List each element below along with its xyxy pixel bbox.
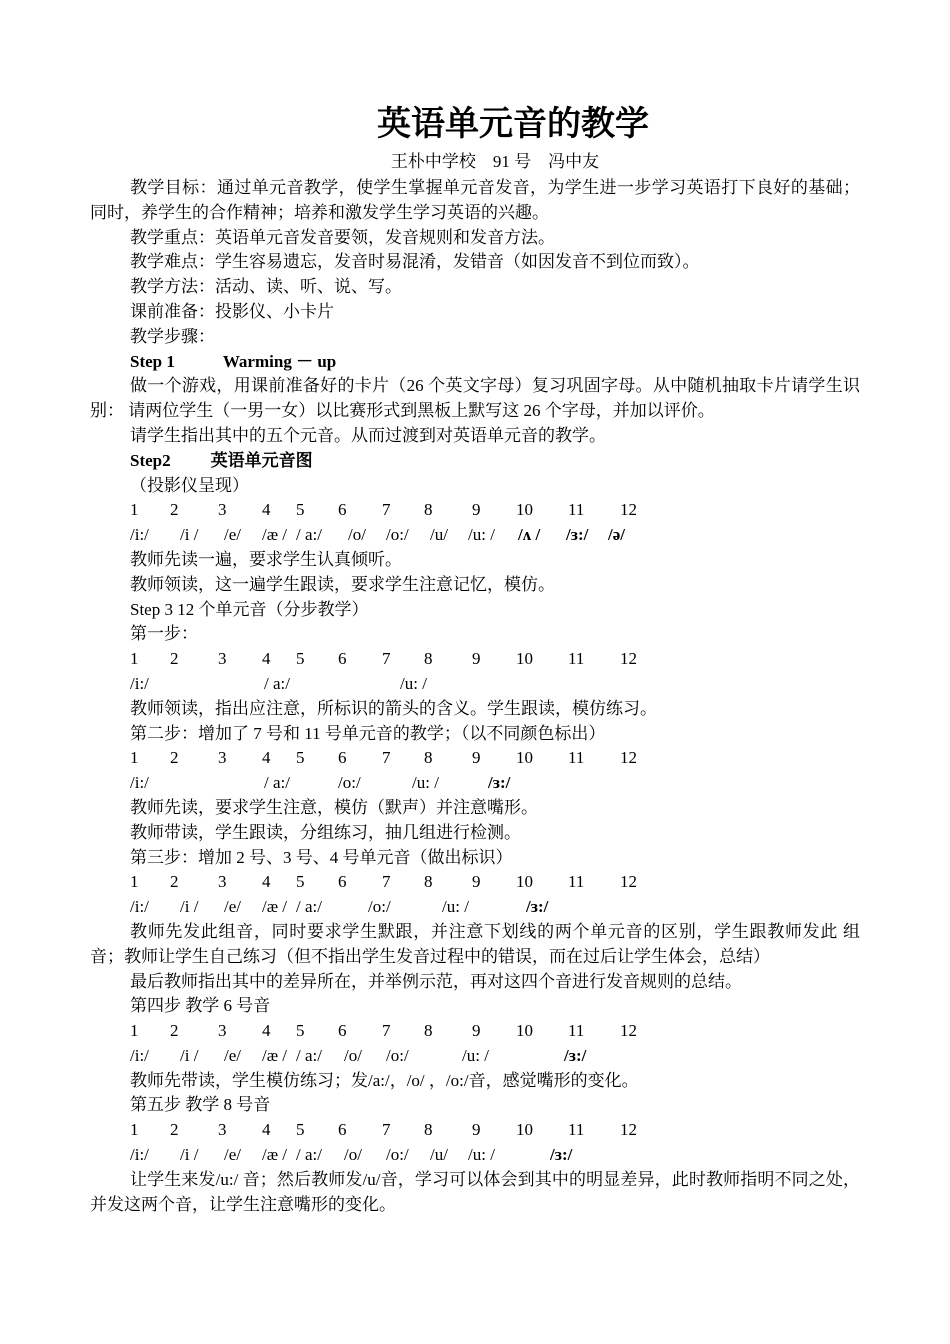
vowel-number: 11 — [568, 1120, 585, 1140]
substep2-text-2: 教师带读，学生跟读，分组练习，抽几组进行检测。 — [130, 822, 521, 842]
vowel-symbol: /u: / — [462, 1045, 489, 1065]
vowel-symbol: /u: / — [442, 897, 469, 917]
vowel-symbol: / a:/ — [296, 1045, 322, 1065]
vowel-number: 12 — [620, 1021, 637, 1041]
vowel-number: 2 — [170, 748, 179, 768]
vowel-symbol: / a:/ — [296, 897, 322, 917]
vowel-number: 5 — [296, 500, 305, 520]
vowel-number: 1 — [130, 500, 139, 520]
vowel-number: 1 — [130, 1120, 139, 1140]
teaching-method: 教学方法：活动、读、听、说、写。 — [130, 277, 402, 297]
vowel-number: 10 — [516, 500, 533, 520]
vowel-number: 8 — [424, 872, 433, 892]
vowel-symbol: /u: / — [400, 673, 427, 693]
vowel-symbol: / a:/ — [264, 773, 290, 793]
document-body — [90, 176, 860, 1217]
vowel-number: 6 — [338, 649, 347, 669]
vowel-number: 7 — [382, 872, 391, 892]
vowel-number: 12 — [620, 1120, 637, 1140]
number-row — [90, 870, 860, 895]
vowel-number: 11 — [568, 872, 585, 892]
substep2-label: 第二步：增加了 7 号和 11 号单元音的教学；（以不同颜色标出） — [130, 723, 606, 743]
vowel-number: 9 — [472, 500, 481, 520]
step3-heading: Step 3 12 个单元音（分步教学） — [130, 599, 369, 619]
vowel-symbol: /ɜ:/ — [526, 897, 549, 917]
vowel-number: 7 — [382, 748, 391, 768]
number-row — [90, 498, 860, 523]
vowel-symbol: /ə/ — [608, 525, 625, 545]
vowel-row-substep3 — [90, 895, 860, 920]
vowel-symbol: /ɜ:/ — [550, 1145, 573, 1165]
vowel-symbol: /u: / — [468, 525, 495, 545]
vowel-number: 1 — [130, 748, 139, 768]
substep3-text-2: 最后教师指出其中的差异所在，并举例示范，再对这四个音进行发音规则的总结。 — [130, 971, 742, 991]
vowel-number: 2 — [170, 500, 179, 520]
substep2-text-1: 教师先读，要求学生注意，模仿（默声）并注意嘴形。 — [130, 797, 538, 817]
vowel-symbol: /o/ — [344, 1145, 362, 1165]
vowel-number: 6 — [338, 748, 347, 768]
vowel-symbol: /i:/ — [130, 1045, 149, 1065]
vowel-number: 11 — [568, 500, 585, 520]
vowel-number: 9 — [472, 748, 481, 768]
step1-heading — [90, 350, 860, 375]
vowel-number: 5 — [296, 1021, 305, 1041]
step1-paragraph-2: 请学生指出其中的五个元音。从而过渡到对英语单元音的教学。 — [130, 425, 606, 445]
vowel-number: 3 — [218, 649, 227, 669]
vowel-symbol: /e/ — [224, 1045, 241, 1065]
key-point: 教学重点：英语单元音发音要领，发音规则和发音方法。 — [130, 227, 555, 247]
vowel-number: 10 — [516, 1021, 533, 1041]
vowel-number: 5 — [296, 748, 305, 768]
vowel-number: 12 — [620, 872, 637, 892]
vowel-number: 7 — [382, 1120, 391, 1140]
vowel-symbol: /e/ — [224, 897, 241, 917]
vowel-symbol: /o:/ — [386, 1045, 409, 1065]
vowel-symbol: /o/ — [348, 525, 366, 545]
vowel-number: 8 — [424, 649, 433, 669]
vowel-symbol: /e/ — [224, 1145, 241, 1165]
vowel-symbol: /i:/ — [130, 773, 149, 793]
vowel-symbol: /æ / — [262, 1145, 288, 1165]
vowel-number: 1 — [130, 649, 139, 669]
vowel-number: 4 — [262, 872, 271, 892]
vowel-symbol: /ɜ:/ — [566, 525, 589, 545]
vowel-number: 12 — [620, 500, 637, 520]
vowel-symbol: /i / — [180, 1145, 199, 1165]
vowel-symbol: /i:/ — [130, 525, 149, 545]
preparation: 课前准备：投影仪、小卡片 — [130, 301, 334, 321]
vowel-number: 5 — [296, 872, 305, 892]
vowel-number: 10 — [516, 1120, 533, 1140]
vowel-row-substep4 — [90, 1044, 860, 1069]
step2-title: 英语单元音图 — [210, 450, 313, 470]
step1-paragraph-1: 做一个游戏，用课前准备好的卡片（26 个英文字母）复习巩固字母。从中随机抽取卡片请学生识别： 请两位学生（一男一女）以比赛形式到黑板上默写这 26 个字母，并加以评价。 — [90, 376, 860, 421]
substep3-text-1: 教师先发此组音，同时要求学生默跟，并注意下划线的两个单元音的区别，学生跟教师发此 组音；教师让学生自己练习（但不指出学生发音过程中的错误，而在过后让学生体会，总结） — [90, 921, 860, 966]
vowel-row-all — [90, 523, 860, 548]
vowel-symbol: /æ / — [262, 897, 288, 917]
vowel-number: 6 — [338, 500, 347, 520]
vowel-number: 2 — [170, 1120, 179, 1140]
vowel-number: 11 — [568, 649, 585, 669]
vowel-symbol: /æ / — [262, 525, 288, 545]
vowel-number: 11 — [568, 1021, 585, 1041]
substep1-text: 教师领读，指出应注意，所标识的箭头的含义。学生跟读，模仿练习。 — [130, 698, 657, 718]
number-row — [90, 647, 860, 672]
vowel-number: 12 — [620, 748, 637, 768]
vowel-number: 11 — [568, 748, 585, 768]
vowel-symbol: /i / — [180, 525, 199, 545]
vowel-number: 2 — [170, 649, 179, 669]
vowel-symbol: /o:/ — [368, 897, 391, 917]
vowel-symbol: /ɜ:/ — [564, 1045, 587, 1065]
vowel-symbol: /u/ — [430, 525, 448, 545]
vowel-number: 8 — [424, 500, 433, 520]
vowel-symbol: / a:/ — [296, 525, 322, 545]
vowel-number: 10 — [516, 748, 533, 768]
vowel-number: 9 — [472, 1021, 481, 1041]
vowel-number: 2 — [170, 1021, 179, 1041]
vowel-number: 5 — [296, 649, 305, 669]
vowel-number: 3 — [218, 1120, 227, 1140]
substep1-label: 第一步： — [130, 624, 198, 644]
vowel-symbol: /u: / — [468, 1145, 495, 1165]
vowel-number: 4 — [262, 748, 271, 768]
vowel-number: 3 — [218, 500, 227, 520]
substep5-text: 让学生来发/u:/ 音；然后教师发/u/音，学习可以体会到其中的明显差异，此时教师指明不同之处，并发这两个音，让学生注意嘴形的变化。 — [90, 1169, 860, 1214]
vowel-number: 9 — [472, 872, 481, 892]
vowel-symbol: /o/ — [344, 1045, 362, 1065]
vowel-number: 10 — [516, 872, 533, 892]
steps-label: 教学步骤： — [130, 326, 215, 346]
step2-read-1: 教师先读一遍，要求学生认真倾听。 — [130, 549, 402, 569]
vowel-symbol: /æ / — [262, 1045, 288, 1065]
vowel-number: 9 — [472, 1120, 481, 1140]
vowel-symbol: /i:/ — [130, 1145, 149, 1165]
substep5-label: 第五步 教学 8 号音 — [130, 1095, 271, 1115]
substep4-label: 第四步 教学 6 号音 — [130, 996, 271, 1016]
vowel-symbol: /i / — [180, 897, 199, 917]
number-row — [90, 1118, 860, 1143]
vowel-number: 2 — [170, 872, 179, 892]
vowel-symbol: /ʌ / — [518, 525, 541, 545]
step2-label: Step2 — [130, 450, 171, 470]
vowel-number: 8 — [424, 748, 433, 768]
vowel-number: 6 — [338, 1120, 347, 1140]
vowel-number: 4 — [262, 1021, 271, 1041]
vowel-number: 3 — [218, 1021, 227, 1041]
step1-title: Warming － up — [222, 351, 337, 371]
vowel-symbol: /i / — [180, 1045, 199, 1065]
vowel-number: 4 — [262, 649, 271, 669]
vowel-number: 9 — [472, 649, 481, 669]
vowel-number: 7 — [382, 500, 391, 520]
vowel-symbol: / a:/ — [264, 673, 290, 693]
vowel-symbol: / a:/ — [296, 1145, 322, 1165]
vowel-symbol: /o:/ — [338, 773, 361, 793]
author-line: 王朴中学校 91 号 冯中友 — [390, 152, 600, 171]
step1-label: Step 1 — [130, 351, 175, 371]
vowel-number: 3 — [218, 872, 227, 892]
number-row — [90, 746, 860, 771]
vowel-number: 4 — [262, 1120, 271, 1140]
vowel-number: 6 — [338, 872, 347, 892]
vowel-symbol: /ɜ:/ — [488, 773, 511, 793]
step2-read-2: 教师领读，这一遍学生跟读，要求学生注意记忆，模仿。 — [130, 574, 555, 594]
vowel-number: 7 — [382, 1021, 391, 1041]
vowel-number: 1 — [130, 872, 139, 892]
vowel-row-substep5 — [90, 1143, 860, 1168]
vowel-symbol: /i:/ — [130, 673, 149, 693]
substep4-text: 教师先带读，学生模仿练习；发/a:/，/o/ ，/o:/音，感觉嘴形的变化。 — [130, 1070, 639, 1090]
vowel-symbol: /e/ — [224, 525, 241, 545]
vowel-symbol: /u: / — [412, 773, 439, 793]
vowel-symbol: /u/ — [430, 1145, 448, 1165]
substep3-label: 第三步：增加 2 号、3 号、4 号单元音（做出标识） — [130, 847, 513, 867]
step2-heading — [90, 449, 860, 474]
vowel-number: 4 — [262, 500, 271, 520]
step2-note: （投影仪呈现） — [130, 475, 249, 495]
difficulty: 教学难点：学生容易遗忘，发音时易混淆，发错音（如因发音不到位而致）。 — [130, 252, 700, 272]
number-row — [90, 1019, 860, 1044]
vowel-symbol: /o:/ — [386, 1145, 409, 1165]
vowel-symbol: /o:/ — [386, 525, 409, 545]
document-title: 英语单元音的教学 — [377, 104, 649, 144]
vowel-number: 6 — [338, 1021, 347, 1041]
vowel-number: 1 — [130, 1021, 139, 1041]
vowel-row-substep1 — [90, 672, 860, 697]
vowel-number: 7 — [382, 649, 391, 669]
vowel-number: 10 — [516, 649, 533, 669]
vowel-number: 3 — [218, 748, 227, 768]
vowel-number: 8 — [424, 1021, 433, 1041]
vowel-number: 8 — [424, 1120, 433, 1140]
vowel-symbol: /i:/ — [130, 897, 149, 917]
vowel-row-substep2 — [90, 771, 860, 796]
vowel-number: 12 — [620, 649, 637, 669]
vowel-number: 5 — [296, 1120, 305, 1140]
teaching-goal: 教学目标：通过单元音教学，使学生掌握单元音发音，为学生进一步学习英语打下良好的基础；同时，养学生的合作精神；培养和激发学生学习英语的兴趣。 — [90, 178, 860, 222]
